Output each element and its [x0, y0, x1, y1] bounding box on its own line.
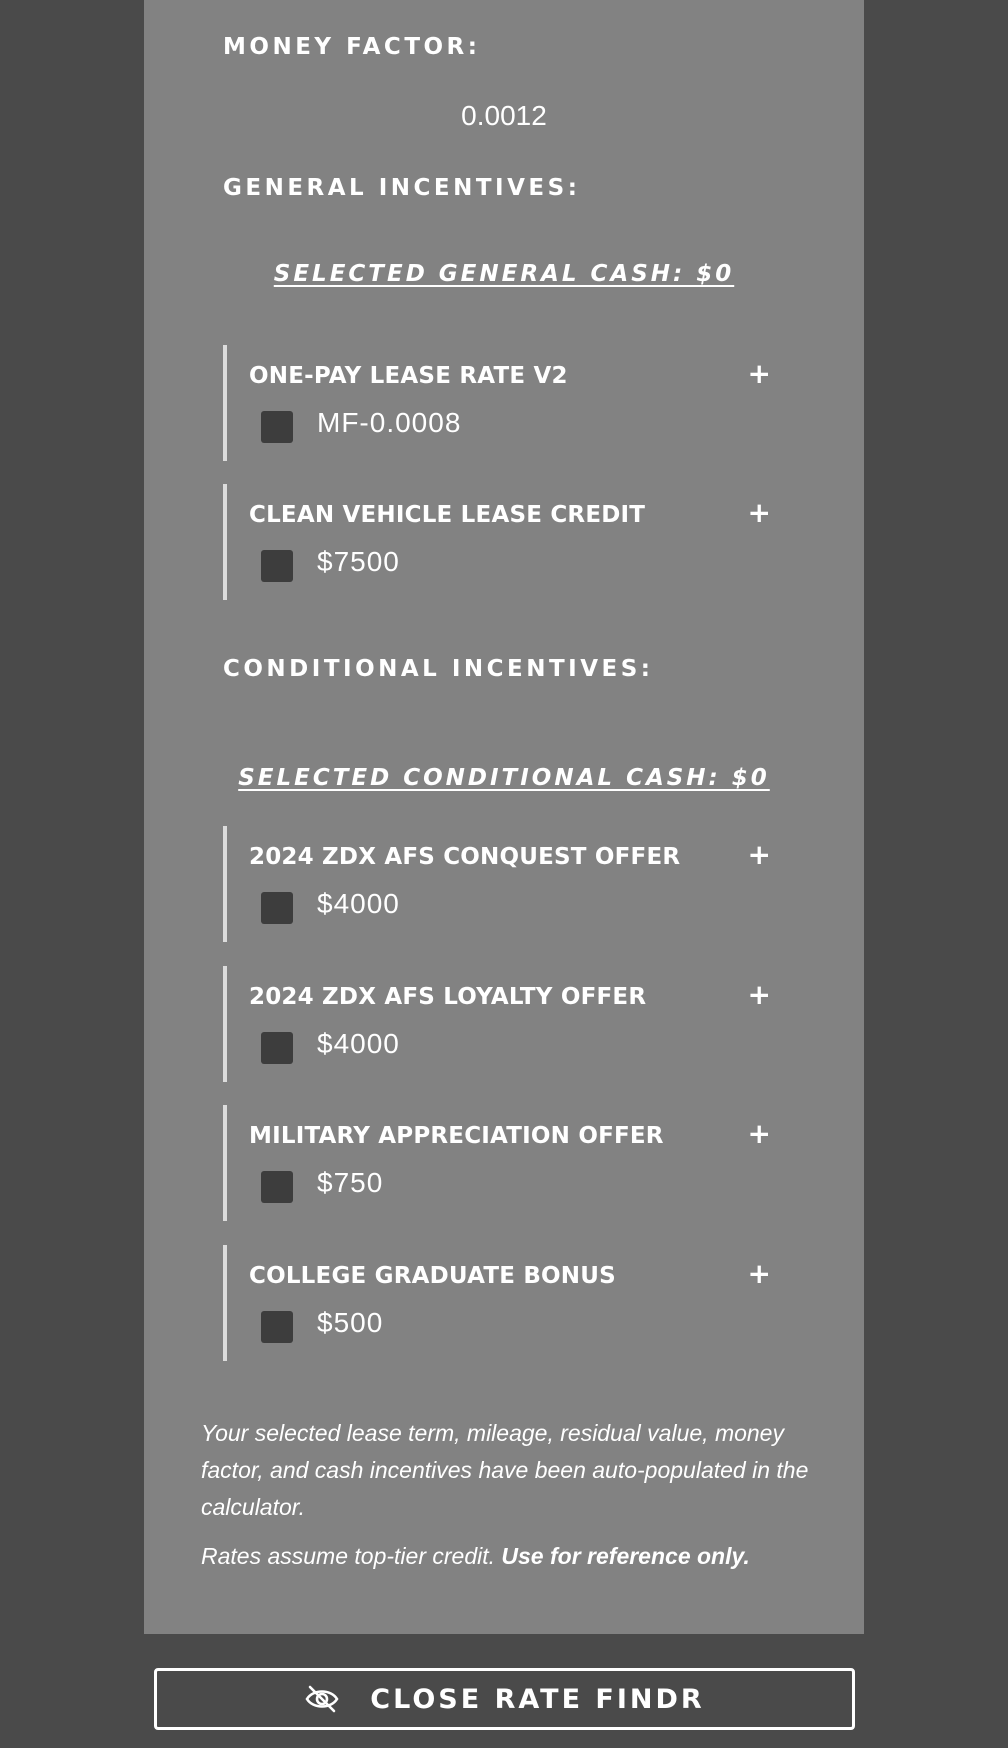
- incentive-amount: $500: [317, 1307, 384, 1338]
- incentive-college-graduate-bonus: [223, 1245, 783, 1361]
- autopopulate-disclaimer: Your selected lease term, mileage, residual value, money factor, and cash incentives have been auto-populated in the calculator.: [201, 1420, 809, 1520]
- money-factor-value: 0.0012: [461, 100, 547, 131]
- eye-off-icon: [304, 1684, 340, 1714]
- incentive-title: CLEAN VEHICLE LEASE CREDIT: [249, 502, 646, 528]
- incentive-one-pay-lease-rate: [223, 345, 783, 461]
- money-factor-label: MONEY FACTOR:: [223, 34, 481, 60]
- selected-general-cash: SELECTED GENERAL CASH: $0: [273, 261, 735, 287]
- incentive-checkbox[interactable]: [261, 1311, 293, 1343]
- incentive-amount: MF-0.0008: [317, 407, 462, 438]
- incentive-title: COLLEGE GRADUATE BONUS: [249, 1263, 616, 1289]
- incentive-zdx-loyalty-offer: [223, 966, 783, 1082]
- incentive-checkbox[interactable]: [261, 892, 293, 924]
- expand-plus-icon[interactable]: +: [747, 978, 771, 1011]
- incentive-title: 2024 ZDX AFS CONQUEST OFFER: [249, 844, 681, 870]
- incentive-military-appreciation-offer: [223, 1105, 783, 1221]
- incentive-amount: $750: [317, 1167, 384, 1198]
- incentive-title: 2024 ZDX AFS LOYALTY OFFER: [249, 984, 647, 1010]
- incentive-checkbox[interactable]: [261, 550, 293, 582]
- expand-plus-icon[interactable]: +: [747, 1117, 771, 1150]
- incentive-amount: $4000: [317, 888, 400, 919]
- credit-disclaimer: [201, 1538, 841, 1575]
- incentive-amount: $4000: [317, 1028, 400, 1059]
- close-rate-findr-label: CLOSE RATE FINDR: [370, 1683, 705, 1715]
- incentive-checkbox[interactable]: [261, 1171, 293, 1203]
- conditional-incentives-label: CONDITIONAL INCENTIVES:: [223, 656, 654, 682]
- general-incentives-label: GENERAL INCENTIVES:: [223, 175, 581, 201]
- expand-plus-icon[interactable]: +: [747, 496, 771, 529]
- rate-findr-panel: [144, 0, 864, 1634]
- incentive-clean-vehicle-lease-credit: [223, 484, 783, 600]
- expand-plus-icon[interactable]: +: [747, 1257, 771, 1290]
- incentive-checkbox[interactable]: [261, 411, 293, 443]
- incentive-title: MILITARY APPRECIATION OFFER: [249, 1123, 664, 1149]
- incentive-amount: $7500: [317, 546, 400, 577]
- incentive-zdx-conquest-offer: [223, 826, 783, 942]
- credit-disclaimer-text: Rates assume top-tier credit.: [201, 1543, 502, 1569]
- reference-only-text: Use for reference only.: [501, 1543, 750, 1569]
- expand-plus-icon[interactable]: +: [747, 357, 771, 390]
- expand-plus-icon[interactable]: +: [747, 838, 771, 871]
- close-rate-findr-button[interactable]: [154, 1668, 855, 1730]
- incentive-checkbox[interactable]: [261, 1032, 293, 1064]
- selected-conditional-cash: SELECTED CONDITIONAL CASH: $0: [238, 765, 770, 791]
- incentive-title: ONE-PAY LEASE RATE V2: [249, 363, 568, 389]
